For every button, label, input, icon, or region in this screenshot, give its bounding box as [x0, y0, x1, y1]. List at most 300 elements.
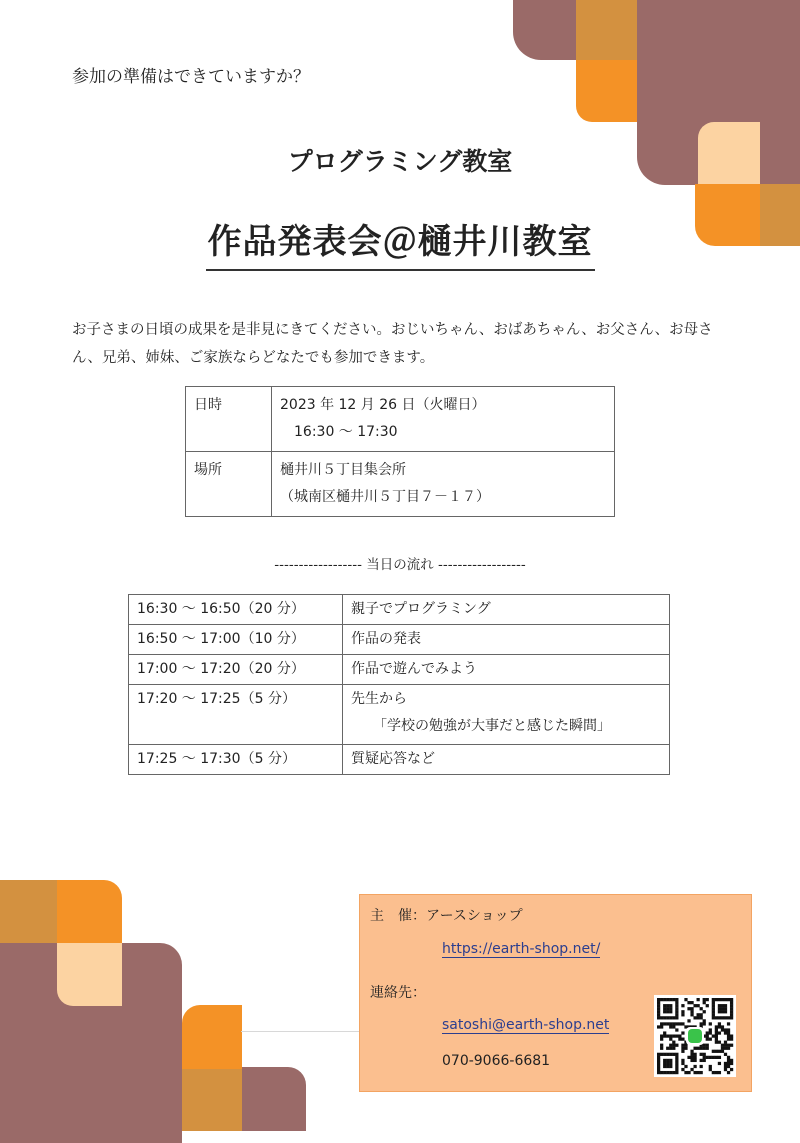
qr-module [669, 1044, 672, 1047]
qr-module [724, 1031, 727, 1034]
qr-module [693, 1059, 696, 1062]
table-row [129, 745, 670, 775]
qr-module [709, 1056, 712, 1059]
qr-module [700, 1047, 703, 1050]
place-label: 場所 [186, 452, 272, 517]
qr-module [675, 998, 678, 1001]
qr-module [727, 1062, 730, 1065]
qr-module [675, 1044, 678, 1047]
qr-module [697, 1047, 700, 1050]
qr-module [660, 1022, 663, 1025]
qr-module [721, 1050, 724, 1053]
event-info-table [185, 386, 615, 517]
qr-module [669, 1022, 672, 1025]
qr-module [727, 1022, 730, 1025]
qr-module [672, 1025, 675, 1028]
table-row [129, 625, 670, 655]
schedule-time: 17:00 〜 17:20（20 分） [129, 655, 343, 685]
qr-module [690, 1050, 693, 1053]
qr-module [672, 998, 675, 1001]
qr-module [657, 1001, 660, 1004]
qr-module [727, 1038, 730, 1041]
qr-module [697, 1071, 700, 1074]
qr-module [687, 1056, 690, 1059]
qr-module [657, 1007, 660, 1010]
page-subtitle: プログラミング教室 [287, 147, 513, 176]
qr-module [715, 1028, 718, 1031]
qr-module [675, 1013, 678, 1016]
qr-module [706, 1031, 709, 1034]
qr-module [684, 1044, 687, 1047]
qr-module [672, 1047, 675, 1050]
qr-module [721, 998, 724, 1001]
qr-module [724, 1065, 727, 1068]
qr-module [669, 998, 672, 1001]
qr-module [730, 1062, 733, 1065]
qr-module [730, 1034, 733, 1037]
qr-module [718, 1062, 721, 1065]
schedule-time: 16:50 〜 17:00（10 分） [129, 625, 343, 655]
qr-module [657, 1004, 660, 1007]
qr-code-icon[interactable] [654, 995, 736, 1077]
qr-module [663, 1034, 666, 1037]
decor-block [513, 0, 637, 60]
qr-module [666, 1010, 669, 1013]
qr-module [700, 1022, 703, 1025]
qr-module [727, 1059, 730, 1062]
qr-module [712, 1034, 715, 1037]
qr-module [675, 1001, 678, 1004]
qr-module [666, 1022, 669, 1025]
qr-module [721, 1025, 724, 1028]
qr-module [709, 1031, 712, 1034]
qr-module [715, 1025, 718, 1028]
page-title: 作品発表会＠樋井川教室 [206, 214, 595, 271]
qr-module [700, 1071, 703, 1074]
qr-module [706, 1044, 709, 1047]
qr-module [712, 1007, 715, 1010]
qr-module [675, 1053, 678, 1056]
schedule-activity: 作品の発表 [343, 625, 670, 655]
qr-module [675, 1071, 678, 1074]
qr-module [724, 1068, 727, 1071]
date-label: 日時 [186, 387, 272, 452]
qr-module [681, 1044, 684, 1047]
qr-module [730, 1059, 733, 1062]
qr-module [675, 1007, 678, 1010]
qr-module [727, 1028, 730, 1031]
qr-module [706, 1004, 709, 1007]
qr-module [703, 1059, 706, 1062]
qr-module [690, 1059, 693, 1062]
qr-module [663, 1062, 666, 1065]
qr-module [706, 1034, 709, 1037]
decor-block [182, 1069, 242, 1131]
qr-module [663, 1053, 666, 1056]
qr-module [690, 1001, 693, 1004]
qr-module [715, 1050, 718, 1053]
qr-module [666, 1047, 669, 1050]
schedule-table [128, 594, 670, 775]
qr-module [703, 1019, 706, 1022]
qr-module [690, 1013, 693, 1016]
qr-module [657, 1065, 660, 1068]
qr-module [663, 1059, 666, 1062]
qr-module [672, 1053, 675, 1056]
qr-module [666, 1016, 669, 1019]
qr-module [693, 1004, 696, 1007]
qr-module [669, 1016, 672, 1019]
qr-module [703, 1056, 706, 1059]
qr-module [697, 998, 700, 1001]
qr-module [687, 1019, 690, 1022]
qr-module [681, 1050, 684, 1053]
qr-module [715, 1016, 718, 1019]
qr-module [660, 1044, 663, 1047]
qr-module [727, 1047, 730, 1050]
qr-module [712, 1071, 715, 1074]
qr-module [703, 1022, 706, 1025]
qr-module [675, 1022, 678, 1025]
qr-module [669, 1007, 672, 1010]
qr-module [724, 1047, 727, 1050]
qr-module [672, 1041, 675, 1044]
qr-module [657, 1071, 660, 1074]
qr-module [712, 1010, 715, 1013]
qr-module [690, 1007, 693, 1010]
schedule-activity: 質疑応答など [343, 745, 670, 775]
qr-module [675, 1016, 678, 1019]
qr-module [657, 1016, 660, 1019]
date-line: 2023 年 12 月 26 日（火曜日） [280, 397, 486, 413]
qr-module [678, 1034, 681, 1037]
flow-heading: ------------------ 当日の流れ ------------------ [274, 557, 526, 573]
qr-module [663, 1022, 666, 1025]
qr-module [666, 1065, 669, 1068]
qr-module [709, 1068, 712, 1071]
qr-module [700, 1053, 703, 1056]
qr-module [660, 1025, 663, 1028]
qr-module [675, 1034, 678, 1037]
qr-module [669, 1034, 672, 1037]
qr-module [657, 1025, 660, 1028]
qr-module [684, 1065, 687, 1068]
qr-module [718, 1041, 721, 1044]
qr-module [712, 1004, 715, 1007]
qr-module [724, 1028, 727, 1031]
place-line: 樋井川５丁目集会所 [280, 462, 406, 478]
qr-module [681, 1059, 684, 1062]
qr-module [730, 1010, 733, 1013]
decor-block [57, 880, 122, 943]
qr-module [657, 1013, 660, 1016]
qr-module [693, 1053, 696, 1056]
qr-module [706, 1047, 709, 1050]
qr-module [666, 1004, 669, 1007]
qr-module [724, 1004, 727, 1007]
qr-module [703, 998, 706, 1001]
qr-module [700, 1007, 703, 1010]
qr-module [718, 1050, 721, 1053]
schedule-activity: 作品で遊んでみよう [343, 655, 670, 685]
qr-module [727, 1031, 730, 1034]
decor-block [0, 943, 182, 1143]
qr-module [687, 1071, 690, 1074]
qr-module [666, 1071, 669, 1074]
qr-module [718, 1025, 721, 1028]
qr-module [727, 1065, 730, 1068]
qr-module [730, 1013, 733, 1016]
qr-module [660, 1034, 663, 1037]
decor-block [182, 1005, 242, 1069]
date-value [272, 387, 615, 452]
qr-module [681, 1013, 684, 1016]
qr-module [660, 1016, 663, 1019]
qr-module [657, 1062, 660, 1065]
qr-module [657, 998, 660, 1001]
qr-module [684, 998, 687, 1001]
qr-module [724, 1044, 727, 1047]
email-link[interactable]: satoshi@earth-shop.net [442, 1017, 610, 1033]
qr-module [703, 1053, 706, 1056]
qr-module [690, 1068, 693, 1071]
qr-module [706, 1038, 709, 1041]
qr-module [681, 1022, 684, 1025]
qr-module [663, 1016, 666, 1019]
qr-module [718, 1022, 721, 1025]
qr-module [675, 1004, 678, 1007]
qr-module [675, 1028, 678, 1031]
time-line: 16:30 〜 17:30 [294, 424, 398, 440]
qr-module [681, 1031, 684, 1034]
qr-module [687, 1001, 690, 1004]
qr-module [712, 1056, 715, 1059]
qr-module [666, 998, 669, 1001]
qr-module [730, 1068, 733, 1071]
qr-module [724, 1016, 727, 1019]
qr-module [709, 1065, 712, 1068]
qr-module [697, 1016, 700, 1019]
qr-module [678, 1022, 681, 1025]
qr-module [678, 1038, 681, 1041]
qr-module [675, 1010, 678, 1013]
qr-module [697, 1004, 700, 1007]
qr-module [663, 998, 666, 1001]
qr-module [669, 1010, 672, 1013]
schedule-activity: 親子でプログラミング [343, 595, 670, 625]
qr-module [657, 1010, 660, 1013]
qr-module [681, 1062, 684, 1065]
contact-label: 連絡先： [370, 985, 426, 1001]
qr-module [681, 1038, 684, 1041]
qr-module [669, 1065, 672, 1068]
qr-module [666, 1062, 669, 1065]
qr-module [730, 1004, 733, 1007]
qr-module [669, 1053, 672, 1056]
qr-module [727, 1071, 730, 1074]
qr-module [724, 1010, 727, 1013]
qr-module [727, 1034, 730, 1037]
schedule-activity-cell [343, 685, 670, 745]
decor-block [576, 0, 637, 60]
table-row [129, 595, 670, 625]
qr-module [718, 1016, 721, 1019]
address-line: （城南区樋井川５丁目７－１７） [280, 489, 490, 505]
qr-module [730, 1044, 733, 1047]
qr-module [703, 1044, 706, 1047]
qr-module [660, 1053, 663, 1056]
qr-module [718, 1007, 721, 1010]
qr-module [663, 1071, 666, 1074]
qr-module [727, 1016, 730, 1019]
divider-line [241, 1031, 359, 1032]
qr-module [721, 1047, 724, 1050]
qr-module [709, 1038, 712, 1041]
schedule-time: 17:20 〜 17:25（5 分） [129, 685, 343, 745]
schedule-time: 16:30 〜 16:50（20 分） [129, 595, 343, 625]
qr-module [700, 1016, 703, 1019]
qr-code-graphic [654, 995, 736, 1077]
decor-block [57, 943, 122, 1006]
qr-module [657, 1059, 660, 1062]
qr-module [675, 1065, 678, 1068]
qr-module [718, 1071, 721, 1074]
description: お子さまの日頃の成果を是非見にきてください。おじいちゃん、おばあちゃん、お父さん、お母さん、兄弟、姉妹、ご家族ならどなたでも参加できます。 [72, 322, 713, 366]
qr-module [681, 1004, 684, 1007]
qr-module [706, 1056, 709, 1059]
qr-module [666, 1034, 669, 1037]
table-row [186, 452, 615, 517]
qr-module [657, 1056, 660, 1059]
qr-module [663, 1010, 666, 1013]
qr-module [663, 1031, 666, 1034]
qr-module [718, 1010, 721, 1013]
website-link[interactable]: https://earth-shop.net/ [442, 941, 601, 957]
qr-module [721, 1010, 724, 1013]
qr-module [721, 1016, 724, 1019]
qr-module [721, 1044, 724, 1047]
organizer-box [359, 894, 752, 1092]
qr-module [724, 998, 727, 1001]
qr-module [681, 1047, 684, 1050]
qr-module [703, 1010, 706, 1013]
qr-module [684, 1047, 687, 1050]
qr-module [690, 1053, 693, 1056]
qr-module [681, 1010, 684, 1013]
qr-module [718, 1056, 721, 1059]
qr-module [730, 1038, 733, 1041]
qr-module [727, 1056, 730, 1059]
qr-module [712, 1016, 715, 1019]
qr-module [672, 1016, 675, 1019]
qr-module [715, 1034, 718, 1037]
qr-module [715, 1031, 718, 1034]
qr-module [687, 1007, 690, 1010]
table-row [129, 655, 670, 685]
qr-module [663, 1065, 666, 1068]
qr-module [721, 1028, 724, 1031]
line-logo-icon [688, 1029, 702, 1043]
qr-module [666, 1053, 669, 1056]
qr-module [730, 1016, 733, 1019]
table-row [129, 685, 670, 745]
qr-module [709, 1028, 712, 1031]
qr-module [727, 998, 730, 1001]
qr-module [693, 1016, 696, 1019]
qr-module [675, 1068, 678, 1071]
qr-module [663, 1004, 666, 1007]
qr-module [693, 1047, 696, 1050]
qr-module [663, 1007, 666, 1010]
qr-module [718, 1004, 721, 1007]
schedule-time: 17:25 〜 17:30（5 分） [129, 745, 343, 775]
qr-module [666, 1059, 669, 1062]
schedule-note: 「学校の勉強が大事だと感じた瞬間」 [373, 718, 611, 734]
qr-module [724, 1062, 727, 1065]
qr-module [660, 1071, 663, 1074]
qr-module [715, 1071, 718, 1074]
qr-module [715, 1038, 718, 1041]
qr-module [672, 1071, 675, 1074]
qr-module [700, 1059, 703, 1062]
qr-module [703, 1047, 706, 1050]
qr-module [730, 998, 733, 1001]
qr-module [672, 1044, 675, 1047]
qr-module [660, 1038, 663, 1041]
qr-module [657, 1053, 660, 1056]
qr-module [672, 1034, 675, 1037]
qr-module [669, 1004, 672, 1007]
qr-module [669, 1025, 672, 1028]
qr-module [675, 1062, 678, 1065]
qr-module [703, 1001, 706, 1004]
qr-module [712, 1001, 715, 1004]
qr-module [684, 1071, 687, 1074]
decor-block [576, 60, 637, 122]
qr-module [730, 1007, 733, 1010]
qr-module [684, 1025, 687, 1028]
phone-number: 070-9066-6681 [442, 1053, 551, 1069]
qr-module [709, 1022, 712, 1025]
decor-block [242, 1067, 306, 1131]
qr-module [721, 1004, 724, 1007]
qr-module [669, 1059, 672, 1062]
qr-module [693, 1071, 696, 1074]
qr-module [669, 1047, 672, 1050]
qr-module [724, 1041, 727, 1044]
qr-module [681, 1068, 684, 1071]
qr-module [700, 1065, 703, 1068]
qr-module [693, 1065, 696, 1068]
qr-module [660, 998, 663, 1001]
qr-module [712, 1050, 715, 1053]
qr-module [712, 998, 715, 1001]
qr-module [669, 1071, 672, 1074]
qr-module [712, 1013, 715, 1016]
qr-module [660, 1047, 663, 1050]
qr-module [700, 1013, 703, 1016]
qr-module [721, 1007, 724, 1010]
host-label: 主 催：アースショップ [370, 908, 523, 924]
table-row [186, 387, 615, 452]
qr-module [675, 1059, 678, 1062]
qr-module [690, 1056, 693, 1059]
qr-module [715, 1041, 718, 1044]
decor-bottom-left [0, 870, 320, 1131]
intro-text: 参加の準備はできていますか？ [72, 67, 310, 87]
decor-block [0, 880, 57, 943]
qr-module [724, 1007, 727, 1010]
